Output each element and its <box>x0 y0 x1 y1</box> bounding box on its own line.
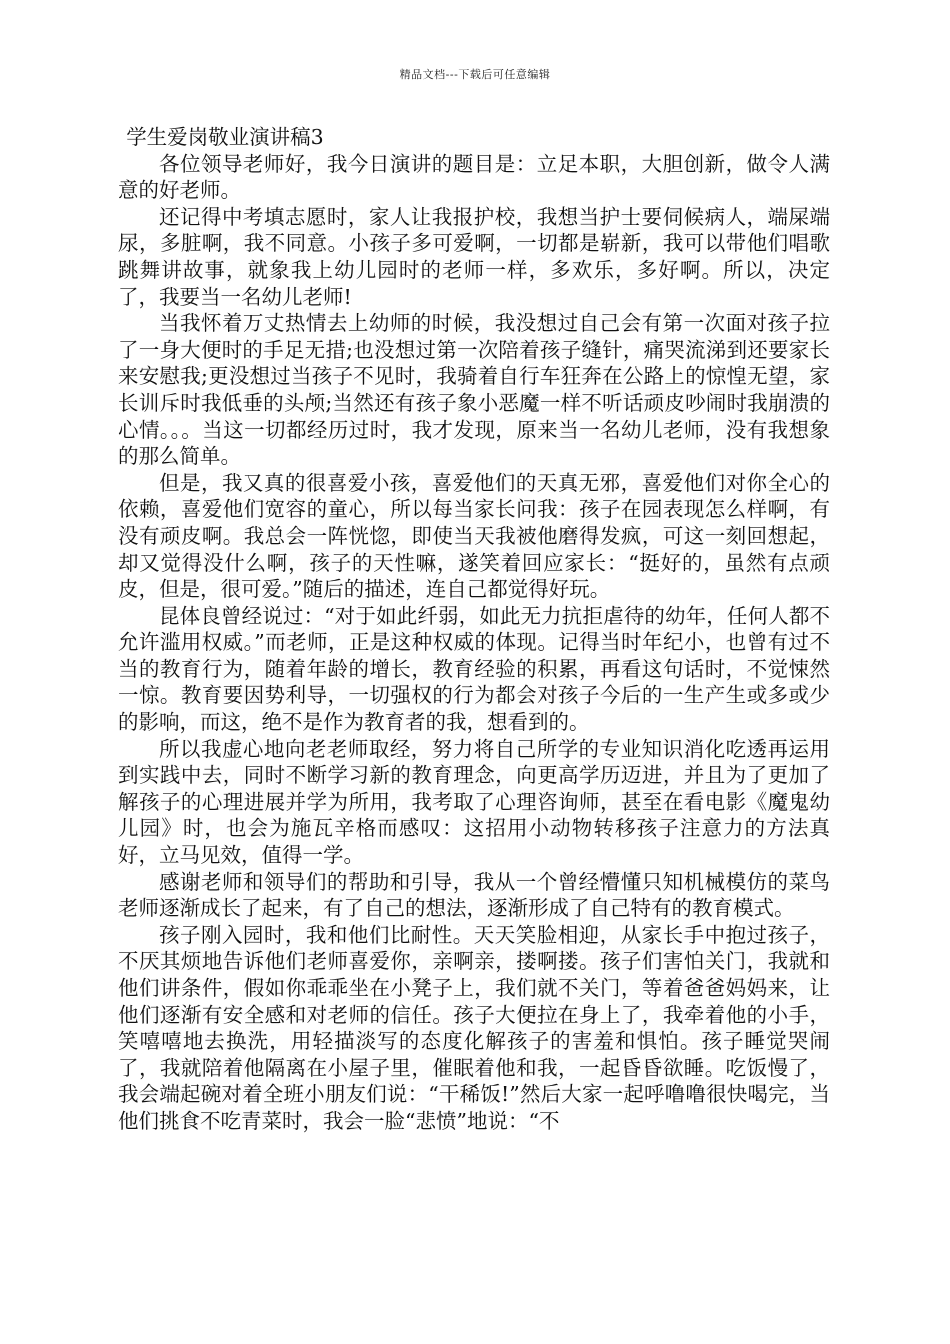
document-body <box>118 124 830 1135</box>
paragraph: 还记得中考填志愿时，家人让我报护校，我想当护士要伺候病人，端屎端尿，多脏啊，我不同意。小孩子多可爱啊，一切都是崭新，我可以带他们唱歌跳舞讲故事，就象我上幼儿园时的老师一样，多欢乐，多好啊。所以，决定了，我要当一名幼儿老师! <box>118 204 830 309</box>
paragraph: 昆体良曾经说过：“对于如此纤弱，如此无力抗拒虐待的幼年，任何人都不允许滥用权威。”而老师，正是这种权威的体现。记得当时年纪小，也曾有过不当的教育行为，随着年龄的增长，教育经验的积累，再看这句话时，不觉悚然一惊。教育要因势利导，一切强权的行为都会对孩子今后的一生产生或多或少的影响，而这，绝不是作为教育者的我，想看到的。 <box>118 603 830 735</box>
paragraph: 当我怀着万丈热情去上幼师的时候，我没想过自己会有第一次面对孩子拉了一身大便时的手足无措;也没想过第一次陪着孩子缝针，痛哭流涕到还要家长来安慰我;更没想过当孩子不见时，我骑着自行车狂奔在公路上的惊惶无望，家长训斥时我低垂的头颅;当然还有孩子象小恶魔一样不听话顽皮吵闹时我崩溃的心情。。。当这一切都经历过时，我才发现，原来当一名幼儿老师，没有我想象的那么简单。 <box>118 311 830 469</box>
paragraph: 所以我虚心地向老老师取经，努力将自己所学的专业知识消化吃透再运用到实践中去，同时不断学习新的教育理念，向更高学历迈进，并且为了更加了解孩子的心理进展并学为所用，我考取了心理咨询师，甚至在看电影《魔鬼幼儿园》时，也会为施瓦辛格而感叹：这招用小动物转移孩子注意力的方法真好，立马见效，值得一学。 <box>118 736 830 868</box>
paragraph: 但是，我又真的很喜爱小孩，喜爱他们的天真无邪，喜爱他们对你全心的依赖，喜爱他们宽容的童心，所以每当家长问我：孩子在园表现怎么样啊，有没有顽皮啊。我总会一阵恍惚，即使当天我被他磨得发疯，可这一刻回想起，却又觉得没什么啊，孩子的天性嘛，遂笑着回应家长：“挺好的，虽然有点顽皮，但是，很可爱。”随后的描述，连自己都觉得好玩。 <box>118 470 830 602</box>
document-title: 学生爱岗敬业演讲稿3 <box>126 125 324 149</box>
paragraph: 感谢老师和领导们的帮助和引导，我从一个曾经懵懂只知机械模仿的菜鸟老师逐渐成长了起来，有了自己的想法，逐渐形成了自己特有的教育模式。 <box>118 869 830 921</box>
paragraph: 孩子刚入园时，我和他们比耐性。天天笑脸相迎，从家长手中抱过孩子，不厌其烦地告诉他们老师喜爱你，亲啊亲，搂啊搂。孩子们害怕关门，我就和他们讲条件，假如你乖乖坐在小凳子上，我们就不关门，等着爸爸妈妈来，让他们逐渐有安全感和对老师的信任。孩子大便拉在身上了，我牵着他的小手，笑嘻嘻地去换洗，用轻描淡写的态度化解孩子的害羞和惧怕。孩子睡觉哭闹了，我就陪着他隔离在小屋子里，催眠着他和我，一起昏昏欲睡。吃饭慢了，我会端起碗对着全班小朋友们说：“干稀饭!”然后大家一起呼噜噜很快喝完，当他们挑食不吃青菜时，我会一脸“悲愤”地说：“不 <box>118 922 830 1133</box>
page-header: 精品文档---下载后可任意编辑 <box>399 68 551 81</box>
paragraph: 各位领导老师好，我今日演讲的题目是：立足本职，大胆创新，做令人满意的好老师。 <box>118 151 830 203</box>
